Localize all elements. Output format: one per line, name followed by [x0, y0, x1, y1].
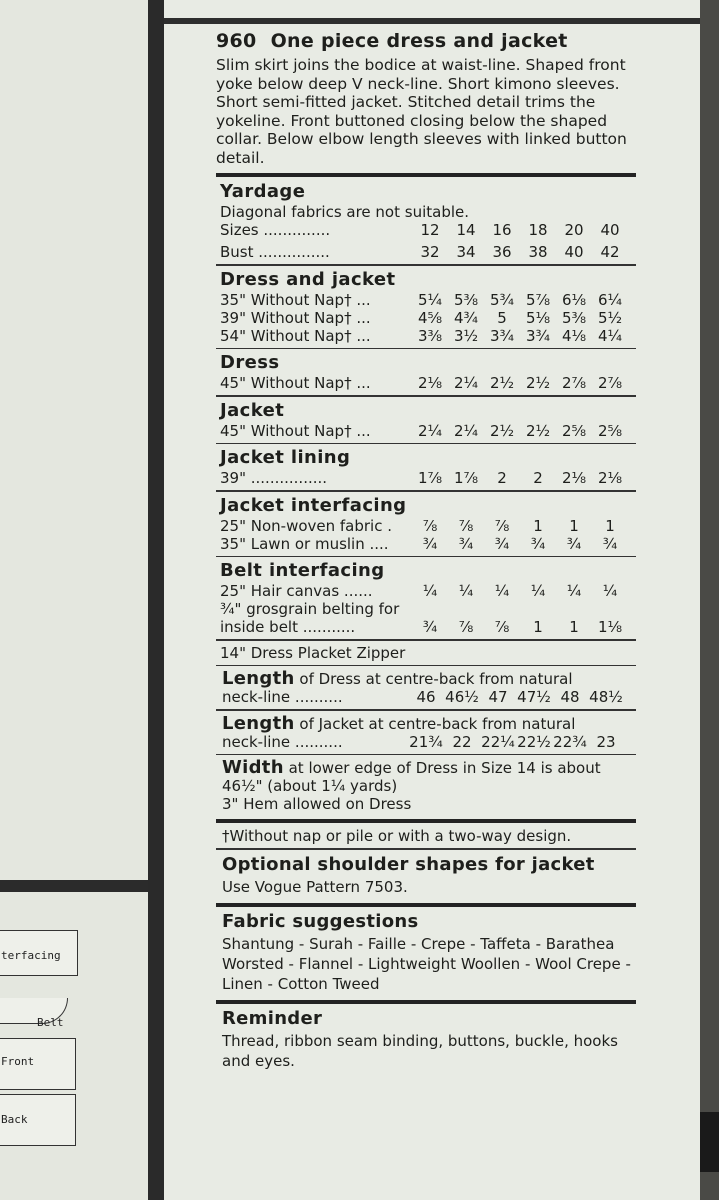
yardage-row — [220, 469, 636, 487]
yardage-value: 1 — [569, 516, 579, 535]
yardage-row — [220, 618, 636, 636]
reminder-heading: Reminder — [222, 1007, 323, 1029]
divider — [216, 665, 636, 667]
yardage-value: ¼ — [494, 582, 510, 600]
yardage-value: ¾ — [530, 534, 546, 553]
yardage-value — [412, 600, 448, 618]
yardage-section-heading: Dress — [220, 352, 280, 373]
length-value: 22½ — [517, 732, 551, 751]
yardage-value: 1 — [605, 516, 615, 535]
yardage-value: 2 — [533, 469, 543, 487]
piece-front — [0, 1038, 76, 1090]
yardage-value: 3½ — [453, 326, 479, 345]
yardage-value: 6¼ — [597, 290, 623, 309]
piece-belt-label: Belt — [37, 1016, 64, 1029]
bust-value: 34 — [456, 243, 476, 261]
fabric-text: Shantung - Surah - Faille - Crepe - Taffeta - Barathea Worsted - Flannel - Lightweight Woollen - Wool Crepe - Linen - Cotton Tweed — [222, 934, 631, 993]
yardage-value: 2¼ — [417, 421, 443, 440]
sizes-label: Sizes .............. — [220, 221, 331, 239]
length-value: 48½ — [589, 688, 623, 706]
pattern-number: 960 — [216, 30, 257, 52]
divider — [216, 348, 636, 350]
yardage-value: 2⅛ — [561, 469, 587, 487]
fabric-heading: Fabric suggestions — [222, 910, 419, 932]
yardage-row — [220, 374, 636, 392]
pattern-description: Slim skirt joins the bodice at waist-line. Shaped front yoke below deep V neck-line. Short kimono sleeves. Short semi-fitted jacket. Stitched detail trims the yokeline. Front buttoned closing below the shaped collar. Below elbow length sleeves with linked button detail. — [216, 56, 627, 167]
reminder-text: Thread, ribbon seam binding, buttons, buckle, hooks and eyes. — [222, 1031, 618, 1070]
length-value: 22¾ — [553, 732, 587, 751]
divider — [216, 819, 636, 823]
yardage-value: ¼ — [566, 582, 582, 600]
divider — [216, 173, 636, 177]
yardage-value: ¼ — [458, 582, 474, 600]
yardage-row — [220, 291, 636, 309]
yardage-value: ¼ — [602, 582, 618, 600]
yardage-value: 5⅛ — [525, 308, 551, 327]
jacket-length-values — [222, 733, 636, 751]
yardage-row — [220, 600, 636, 618]
yardage-value: 2⅛ — [417, 374, 443, 392]
divider — [216, 754, 636, 756]
nap-footnote: †Without nap or pile or with a two-way design. — [222, 827, 572, 845]
yardage-row-label: 39" ................ — [220, 469, 328, 487]
yardage-value: 2½ — [525, 374, 551, 392]
yardage-value: ¼ — [422, 582, 438, 600]
dress-length-heading: Length — [222, 668, 295, 689]
yardage-value: 5⅞ — [525, 290, 551, 309]
yardage-row-label: 35" Lawn or muslin .... — [220, 534, 389, 553]
piece-back-label: Back — [1, 1113, 28, 1126]
yardage-row — [220, 309, 636, 327]
yardage-value: ¾ — [458, 534, 474, 553]
yardage-value — [520, 600, 556, 618]
yardage-value: 1⅛ — [597, 618, 623, 636]
size-value: 16 — [492, 221, 512, 239]
piece-front-label: Front — [1, 1055, 35, 1068]
bust-value: 32 — [420, 243, 440, 261]
width-text: at lower edge of Dress in Size 14 is about — [288, 759, 601, 777]
yardage-value: 5¼ — [417, 290, 443, 309]
yardage-row-label: 35" Without Nap† ... — [220, 290, 371, 309]
yardage-section-heading: Belt interfacing — [220, 560, 385, 581]
yardage-row-label: ¾" grosgrain belting for — [220, 600, 400, 618]
divider — [216, 490, 636, 492]
yardage-sections — [216, 264, 636, 636]
yardage-row-label: 25" Non-woven fabric . — [220, 516, 393, 535]
size-value: 14 — [456, 221, 476, 239]
length-value: 47½ — [517, 688, 551, 706]
yardage-value: 5½ — [597, 308, 623, 327]
yardage-value: 5¾ — [489, 290, 515, 309]
yardage-value: ¾ — [422, 534, 438, 553]
bust-value: 40 — [564, 243, 584, 261]
piece-interfacing-label: terfacing — [1, 949, 61, 962]
yardage-value: 2⅝ — [597, 421, 623, 440]
width-line-3: 3" Hem allowed on Dress — [222, 795, 412, 813]
yardage-value: ⅞ — [494, 618, 510, 636]
yardage-value: ¼ — [530, 582, 546, 600]
page-spine — [148, 0, 164, 1200]
dress-width — [222, 759, 636, 813]
yardage-note: Diagonal fabrics are not suitable. — [220, 203, 470, 221]
shoulder-heading: Optional shoulder shapes for jacket — [222, 853, 595, 875]
yardage-value: ¾ — [602, 534, 618, 553]
yardage-section-heading: Jacket interfacing — [220, 494, 407, 516]
yardage-value: ⅞ — [422, 516, 438, 535]
yardage-value: 2⅝ — [561, 421, 587, 440]
piece-belt — [0, 998, 68, 1029]
top-rule — [164, 18, 700, 24]
length-value: 47 — [488, 688, 508, 706]
jacket-length — [222, 712, 636, 751]
yardage-value: 2½ — [489, 421, 515, 440]
yardage-row-label: inside belt ........... — [220, 618, 356, 636]
divider — [216, 395, 636, 397]
dress-length — [222, 670, 636, 706]
yardage-value — [484, 600, 520, 618]
dress-length-label: neck-line .......... — [222, 688, 343, 706]
yardage-row-label: 45" Without Nap† ... — [220, 421, 371, 440]
yardage-value: 1⅞ — [453, 469, 479, 487]
bust-value: 36 — [492, 243, 512, 261]
bust-label: Bust ............... — [220, 243, 330, 261]
length-value: 21¾ — [409, 732, 443, 751]
yardage-value: 4⅝ — [417, 308, 443, 327]
yardage-value — [592, 600, 628, 618]
yardage-value — [448, 600, 484, 618]
yardage-value: 4¾ — [453, 308, 479, 327]
dress-length-values — [222, 688, 636, 706]
jacket-length-text: of Jacket at centre-back from natural — [299, 714, 576, 733]
divider — [216, 556, 636, 558]
divider — [216, 848, 636, 850]
yardage-value: 2¼ — [453, 421, 479, 440]
length-value: 46½ — [445, 688, 479, 706]
yardage-value: 3¾ — [489, 326, 515, 345]
piece-interfacing — [0, 930, 78, 976]
length-value: 23 — [596, 732, 616, 751]
yardage-value: 2⅞ — [561, 374, 587, 392]
yardage-value: ⅞ — [494, 516, 510, 535]
size-value: 12 — [420, 221, 440, 239]
yardage-value: 5⅜ — [453, 290, 479, 309]
length-value: 22¼ — [481, 732, 515, 751]
yardage-row-label: 39" Without Nap† ... — [220, 308, 371, 327]
divider — [216, 709, 636, 711]
bust-row — [220, 243, 636, 261]
yardage-value: 5⅜ — [561, 308, 587, 327]
yardage-value: 2½ — [489, 374, 515, 392]
yardage-section-heading: Jacket lining — [220, 447, 351, 468]
yardage-row — [220, 327, 636, 345]
dress-length-text: of Dress at centre-back from natural — [299, 670, 573, 688]
jacket-length-label: neck-line .......... — [222, 732, 343, 751]
size-value: 20 — [564, 221, 584, 239]
yardage-row — [220, 535, 636, 553]
divider — [216, 443, 636, 445]
pattern-title — [216, 30, 636, 52]
yardage-value: ¾ — [566, 534, 582, 553]
length-value: 46 — [416, 688, 436, 706]
yardage-value: 6⅛ — [561, 290, 587, 309]
yardage-row-label: 25" Hair canvas ...... — [220, 582, 373, 600]
sizes-row — [220, 221, 636, 239]
size-value: 40 — [600, 221, 620, 239]
yardage-value: ¾ — [422, 618, 438, 636]
left-page-rule — [0, 880, 148, 892]
pattern-info — [216, 30, 636, 1071]
length-value: 48 — [560, 688, 580, 706]
yardage-value: 2⅛ — [597, 469, 623, 487]
yardage-value: 2½ — [525, 421, 551, 440]
yardage-row — [220, 582, 636, 600]
yardage-value: 4⅛ — [561, 326, 587, 345]
yardage-value: 1⅞ — [417, 469, 443, 487]
yardage-section-heading: Jacket — [220, 399, 285, 421]
piece-back — [0, 1094, 76, 1146]
right-edge — [700, 0, 719, 1200]
width-heading: Width — [222, 757, 284, 778]
yardage-heading: Yardage — [220, 181, 306, 202]
yardage-row-label: 54" Without Nap† ... — [220, 326, 371, 345]
yardage-row — [220, 422, 636, 440]
yardage-value: ⅞ — [458, 618, 474, 636]
shoulder-text: Use Vogue Pattern 7503. — [222, 877, 408, 896]
divider — [216, 1000, 636, 1004]
yardage-row — [220, 517, 636, 535]
yardage-value: 1 — [533, 516, 543, 535]
yardage-value — [556, 600, 592, 618]
yardage-value: 2¼ — [453, 374, 479, 392]
pattern-name: One piece dress and jacket — [270, 30, 568, 52]
yardage-value: ⅞ — [458, 516, 474, 535]
length-value: 22 — [452, 732, 472, 751]
jacket-length-heading: Length — [222, 712, 295, 734]
bust-value: 38 — [528, 243, 548, 261]
yardage-value: 4¼ — [597, 326, 623, 345]
yardage-section-heading: Dress and jacket — [220, 268, 396, 290]
yardage-value: ¾ — [494, 534, 510, 553]
yardage-value: 1 — [569, 618, 579, 636]
yardage-value: 3⅜ — [417, 326, 443, 345]
divider — [216, 903, 636, 907]
divider — [216, 264, 636, 266]
bust-value: 42 — [600, 243, 620, 261]
yardage-value: 2⅞ — [597, 374, 623, 392]
yardage-row-label: 45" Without Nap† ... — [220, 374, 371, 392]
yardage-value: 3¾ — [525, 326, 551, 345]
yardage-value: 2 — [497, 469, 507, 487]
divider — [216, 639, 636, 641]
yardage-value: 1 — [533, 618, 543, 636]
yardage-value: 5 — [497, 308, 507, 327]
width-line-2: 46½" (about 1¼ yards) — [222, 777, 398, 795]
zipper-note: 14" Dress Placket Zipper — [220, 643, 406, 662]
right-edge-block — [700, 1112, 719, 1172]
size-value: 18 — [528, 221, 548, 239]
